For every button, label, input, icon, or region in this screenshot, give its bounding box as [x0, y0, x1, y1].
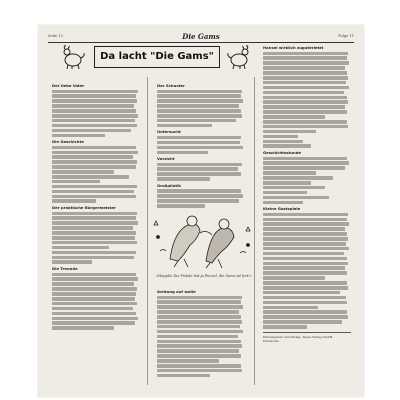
article-body — [52, 273, 140, 330]
article-body — [157, 90, 245, 128]
goat-mascot-left-icon — [58, 44, 88, 70]
cartoon-illustration — [148, 211, 260, 281]
section-banner — [54, 40, 258, 74]
article-heading: Achtung auf wolle — [157, 289, 196, 294]
article-heading: Der praktische Bürgermeister — [52, 205, 116, 210]
imprint-text — [263, 335, 351, 343]
footer-rule — [263, 332, 351, 333]
dancing-couple-illustration — [148, 211, 260, 269]
article-heading: Vorsicht — [157, 156, 175, 162]
article-body — [263, 52, 351, 149]
article-body — [263, 213, 351, 329]
article-column-3 — [263, 43, 351, 385]
article-heading: Untersucht — [157, 129, 181, 135]
article-heading: Die Geschichte — [52, 139, 84, 145]
imprint-line: Herausgeber und Verlag: Alpen-Verlag GmbH, Innsbruck... — [263, 334, 334, 343]
article-column-2-lower — [157, 287, 245, 385]
illustration-caption: »Hoppla! Die Pistole hat ja Funzel, die Gams ist fort!« — [155, 274, 253, 278]
section-title: Da lacht "Die Gams" — [100, 51, 214, 62]
issue-number: Folge 11 — [338, 34, 354, 38]
article-body — [52, 212, 140, 265]
article-heading: Der liebe Vater — [52, 83, 85, 88]
article-heading: Geschichtsstunde — [263, 150, 302, 156]
goat-mascot-right-icon — [224, 44, 254, 70]
article-heading: Hansel wirklich zuguterletzt — [263, 45, 324, 50]
article-heading: Großpilotik — [157, 182, 181, 188]
article-body — [157, 189, 245, 207]
article-body — [157, 136, 245, 154]
article-heading: Der Schuster — [157, 83, 185, 88]
article-body — [157, 163, 245, 181]
article-body — [52, 90, 140, 138]
article-body — [157, 296, 245, 378]
newspaper-page — [38, 25, 364, 397]
article-heading: Kleine Gastspiele — [263, 206, 301, 212]
article-column-1 — [52, 81, 140, 385]
article-body — [263, 157, 351, 205]
article-body — [52, 146, 140, 203]
title-frame — [94, 46, 220, 68]
page-number-left: Seite 12 — [48, 34, 64, 38]
masthead-title: Die Gams — [182, 32, 220, 41]
article-heading: Die Treunde — [52, 266, 78, 271]
